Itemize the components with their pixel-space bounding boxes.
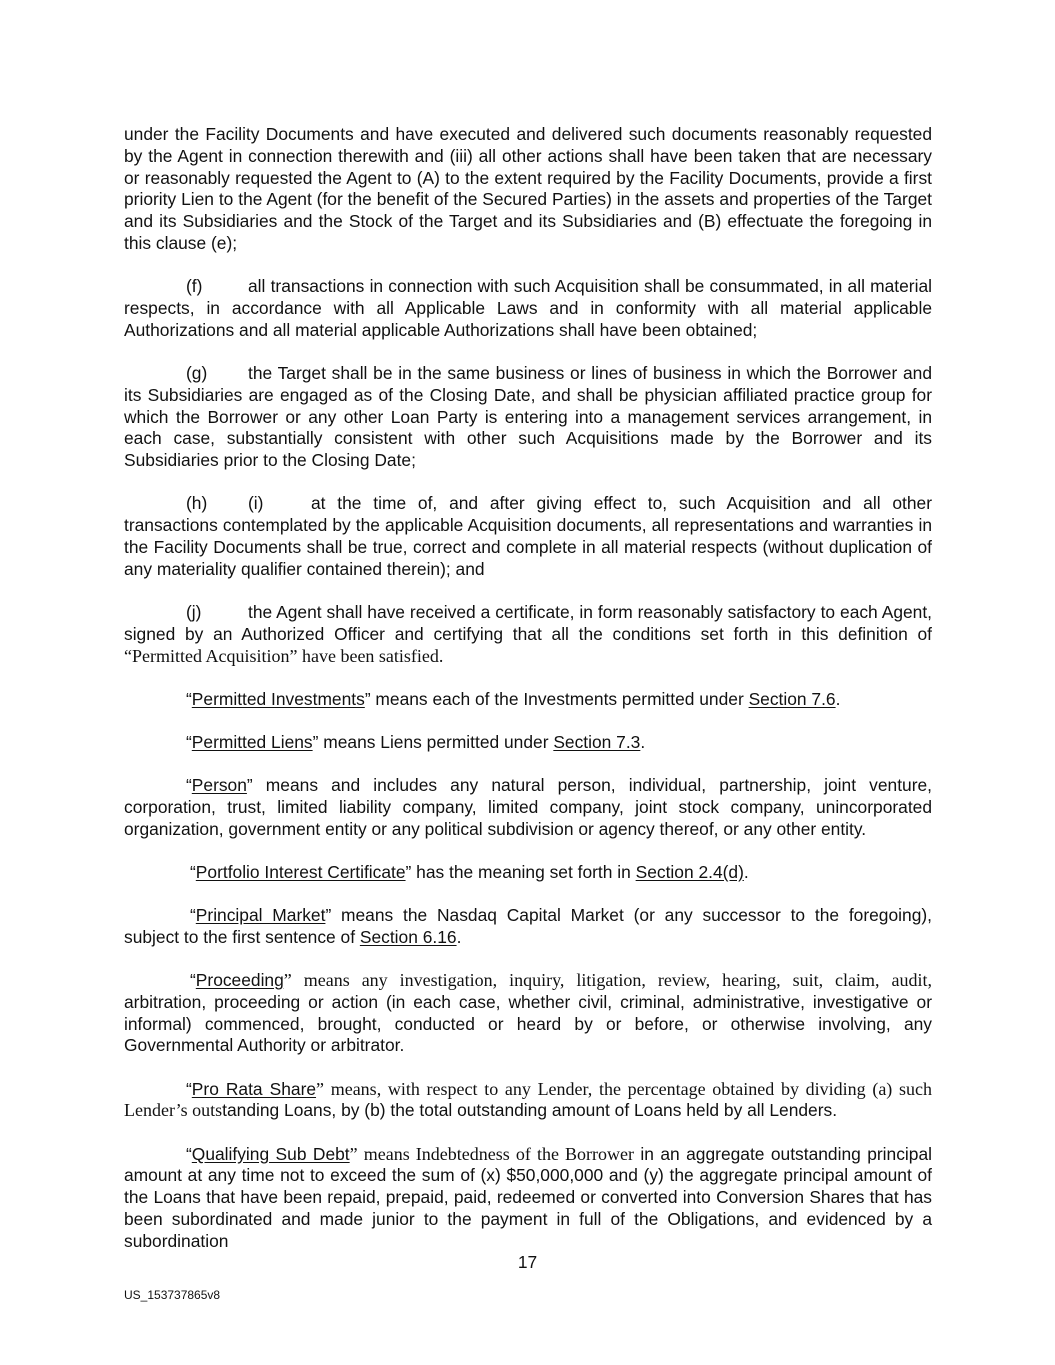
definition-pro-rata-share	[124, 1079, 932, 1123]
open-quote: “	[186, 688, 192, 709]
continuation-paragraph: under the Facility Documents and have executed and delivered such documents reasonably requested by the Agent in connection therewith and (iii) all other actions shall have been taken that are necessary or reasonably requested the Agent to (A) to the extent required by the Facility Documents, provide a first priority Lien to the Agent (for the benefit of the Secured Parties) in the assets and properties of the Target and its Subsidiaries and the Stock of the Target and its Subsidiaries and (B) effectuate the foregoing in this clause (e);	[124, 124, 932, 253]
clause-h-sub-label: (i)	[248, 493, 264, 514]
document-id: US_153737865v8	[124, 1288, 221, 1302]
defined-term: Permitted Liens	[191, 731, 313, 752]
section-reference: Section 6.16	[359, 926, 457, 947]
defined-term: Permitted Investments	[191, 688, 365, 709]
open-quote: “	[190, 905, 196, 926]
clause-g-text: the Target shall be in the same business or lines of business in which the Borrower and its Subsidiaries are engaged as of the Closing Date, and shall be physician affiliated practice group for which the Borrower or any other Loan Party is entering into a management services arrangement, in each case, substantially consistent with other such Acquisitions made by the Borrower and its Subsidiaries prior to the Closing Date;	[124, 362, 932, 471]
defined-term: Pro Rata Share	[191, 1078, 317, 1099]
definition-text: arbitration, proceeding or action (in each case, whether civil, criminal, administrative, investigative or informal) commenced, brought, conducted or heard by or before, or otherwise involving, any Governmental Authority or arbitrator.	[124, 991, 932, 1056]
clause-g-label: (g)	[186, 362, 208, 383]
definition-text: ” has the meaning set forth in	[405, 861, 636, 882]
clause-j-label: (j)	[186, 601, 202, 622]
definition-principal-market	[124, 905, 932, 949]
definition-text: ” means the Nasdaq Capital Market (or any successor to the foregoing), subject to the first sentence of	[124, 905, 932, 947]
open-quote: “	[190, 861, 196, 882]
definition-end: .	[456, 926, 462, 947]
clause-f	[124, 276, 932, 341]
definition-end: .	[835, 688, 841, 709]
clause-f-text: all transactions in connection with such Acquisition shall be consummated, in all material respects, in accordance with all Applicable Laws and in conformity with all material applicable Authorizations and all material applicable Authorizations shall have been obtained;	[124, 276, 932, 340]
definition-text-serif: ” means Indebtedness of the Borrower	[349, 1143, 634, 1164]
definition-proceeding	[124, 970, 932, 1057]
definition-permitted-investments	[124, 689, 932, 711]
definition-portfolio-interest-certificate	[124, 862, 932, 884]
section-reference: Section 2.4(d)	[635, 861, 744, 882]
section-reference: Section 7.3	[553, 731, 641, 752]
open-quote: “	[186, 1143, 192, 1164]
definition-text: ” means and includes any natural person, individual, partnership, joint venture, corporation, trust, limited liability company, limited company, joint stock company, unincorporated organization, government entity or any political subdivision or agency thereof, or any other entity.	[124, 775, 932, 839]
open-quote: “	[186, 731, 192, 752]
clause-h-text: at the time of, and after giving effect to, such Acquisition and all other transactions contemplated by the applicable Acquisition documents, all representations and warranties in the Facility Documents shall be true, correct and complete in all material respects (without duplication of any materiality qualifier contained therein); and	[124, 493, 932, 579]
definition-end: .	[640, 731, 646, 752]
definition-end: .	[743, 861, 749, 882]
clause-g	[124, 363, 932, 472]
defined-term: Qualifying Sub Debt	[191, 1143, 350, 1164]
definition-qualifying-sub-debt	[124, 1144, 932, 1253]
open-quote: “	[186, 775, 192, 796]
section-reference: Section 7.6	[748, 688, 836, 709]
definition-permitted-liens	[124, 732, 932, 754]
defined-term: Proceeding	[195, 970, 284, 991]
open-quote: “	[190, 970, 196, 991]
definition-text: in an aggregate outstanding principal amount at any time not to exceed the sum of (x) $50,000,000 and (y) the aggregate principal amount of the Loans that have been repaid, prepaid, paid, redeemed or converted into Conversion Shares that has been subordinated and made junior to the payment in full of the Obligations, and evidenced by a subordination	[124, 1143, 932, 1251]
defined-term: Portfolio Interest Certificate	[195, 861, 406, 882]
clause-f-label: (f)	[186, 276, 203, 297]
open-quote: “	[186, 1078, 192, 1099]
definition-text: ” means each of the Investments permitted under	[364, 688, 749, 709]
clause-j	[124, 602, 932, 667]
definition-text: ” means Liens permitted under	[312, 731, 554, 752]
clause-h-label: (h)	[186, 493, 208, 514]
clause-j-text-end: “Permitted Acquisition” have been satisfied.	[124, 645, 444, 666]
defined-term: Person	[191, 775, 247, 796]
definition-text-serif: ” means any investigation, inquiry, litigation, review, hearing, suit, claim, audit,	[283, 970, 932, 991]
definition-text: tanding Loans, by (b) the total outstanding amount of Loans held by all Lenders.	[222, 1100, 838, 1121]
clause-j-text: the Agent shall have received a certificate, in form reasonably satisfactory to each Agent, signed by an Authorized Officer and certifying that all the conditions set forth in this definition of	[124, 601, 932, 644]
document-body	[124, 124, 932, 1274]
definition-person	[124, 775, 932, 840]
clause-h	[124, 493, 932, 580]
page-number: 17	[517, 1252, 538, 1272]
definition-text-serif: ” means, with respect to any Lender, the percentage obtained by dividing (a) such Lender’s outs	[124, 1078, 932, 1121]
defined-term: Principal Market	[195, 905, 326, 926]
